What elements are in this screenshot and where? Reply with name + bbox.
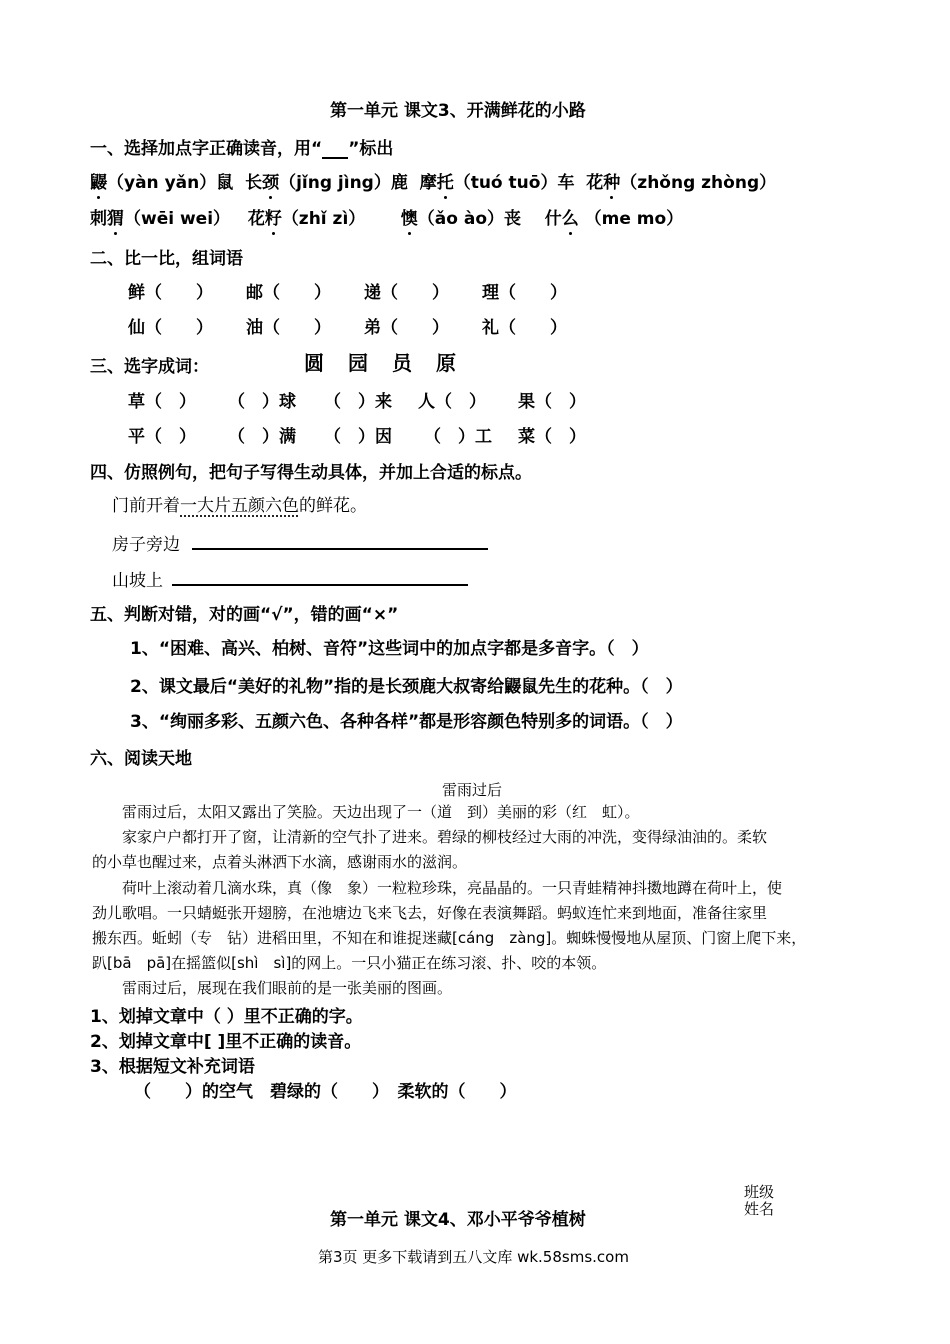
q3-item: 果（ ） [518, 392, 586, 412]
q1-prefix: 长 [245, 173, 263, 193]
lesson4-title: 第一单元 课文4、邓小平爷爷植树 [330, 1210, 586, 1230]
q2-heading: 二、比一比，组词语 [90, 249, 243, 269]
lesson3-title: 第一单元 课文3、开满鲜花的小路 [330, 101, 586, 121]
q1-prefix: 什 [544, 209, 562, 229]
passage-para: 趴[bā pā]在摇篮似[shì sì]的网上。一只小猫正在练习滚、扑、咬的本领。 [92, 954, 607, 972]
q3-choices: 圆 园 员 原 [304, 351, 458, 375]
q1-char: 籽 [264, 209, 282, 229]
passage-para: 搬东西。蚯蚓（专 钻）进稻田里，不知在和谁捉迷藏[cáng zàng]。蜘蛛慢慢地从屋顶、门窗上爬下来， [92, 929, 807, 947]
passage-para: 家家户户都打开了窗，让清新的空气扑了进来。碧绿的柳枝经过大雨的冲洗，变得绿油油的。柔软 [122, 828, 768, 846]
q6-task: 3、根据短文补充词语 [90, 1057, 255, 1077]
q4-answer-line-1[interactable] [192, 528, 488, 550]
q3-item: （ ）球 [228, 392, 296, 412]
q1-char: 托 [436, 173, 454, 193]
passage-para: 雷雨过后，太阳又露出了笑脸。天边出现了一（道 到）美丽的彩（红 虹）。 [122, 803, 640, 821]
q1-heading-b: ”标出 [348, 139, 394, 159]
q1-char: 么 [561, 209, 579, 229]
passage-para: 的小草也醒过来，点着头淋洒下水滴，感谢雨水的滋润。 [92, 853, 468, 871]
q1-char: 种 [603, 173, 621, 193]
q2-item: 弟（ ） [364, 318, 449, 338]
passage-title: 雷雨过后 [442, 781, 503, 799]
q3-item: 平（ ） [128, 427, 196, 447]
q1-char: 猬 [107, 209, 124, 229]
q6-fill: （ ）的空气 碧绿的（ ） 柔软的（ ） [134, 1082, 517, 1102]
q1-heading [90, 134, 393, 159]
q1-char: 懊 [400, 209, 418, 229]
q3-heading: 三、选字成词： [90, 357, 209, 377]
q3-item: （ ）满 [228, 427, 296, 447]
q1-pinyin: （ǎo ào） [417, 209, 505, 229]
q2-item: 油（ ） [246, 318, 331, 338]
q3-item: （ ）因 [324, 427, 392, 447]
q3-item: 人（ ） [418, 392, 486, 412]
q2-item: 理（ ） [482, 283, 567, 303]
q1-row1 [90, 168, 776, 193]
q1-prefix: 刺 [90, 209, 107, 229]
q1-row2 [90, 204, 683, 229]
q1-char: 鼹 [90, 173, 107, 193]
q3-item: （ ）来 [324, 392, 392, 412]
underline-mark [322, 141, 348, 159]
q1-pinyin: （zhǒng zhòng） [620, 173, 777, 193]
q1-char: 颈 [262, 173, 280, 193]
q6-task: 1、划掉文章中（ ）里不正确的字。 [90, 1007, 363, 1027]
q2-item: 仙（ ） [128, 318, 213, 338]
q5-heading: 五、判断对错，对的画“√”，错的画“×” [90, 605, 399, 625]
name-label: 姓名 [744, 1200, 775, 1218]
q3-item: （ ）工 [424, 427, 492, 447]
q4-heading: 四、仿照例句，把句子写得生动具体，并加上合适的标点。 [90, 463, 532, 483]
q2-item: 礼（ ） [482, 318, 567, 338]
q2-item: 邮（ ） [246, 283, 331, 303]
q1-pinyin: （wēi wei） [124, 209, 231, 229]
q2-item: 鲜（ ） [128, 283, 213, 303]
q4-prompt1-label: 房子旁边 [112, 535, 180, 555]
q1-suffix: 丧 [504, 209, 522, 229]
q1-pinyin: （jǐng jìng） [279, 173, 391, 193]
q4-example-a: 门前开着 [112, 496, 180, 516]
q4-example-b: 的鲜花。 [299, 496, 367, 516]
q4-prompt2-label: 山坡上 [112, 571, 163, 591]
passage-para: 雷雨过后，展现在我们眼前的是一张美丽的图画。 [122, 979, 453, 997]
q4-prompt2 [112, 566, 163, 591]
q4-example [112, 491, 367, 516]
q2-item: 递（ ） [364, 283, 449, 303]
q1-pinyin: （me mo） [578, 209, 684, 229]
q1-suffix: 鼠 [216, 173, 234, 193]
q6-heading: 六、阅读天地 [90, 749, 192, 769]
q1-suffix: 车 [557, 173, 575, 193]
q1-prefix: 摩 [419, 173, 437, 193]
q1-suffix: 鹿 [390, 173, 408, 193]
q3-item: 菜（ ） [518, 427, 586, 447]
class-label: 班级 [744, 1183, 775, 1201]
q5-item: 1、“困难、高兴、柏树、音符”这些词中的加点字都是多音字。（ ） [130, 639, 649, 659]
q1-pinyin: （yàn yǎn） [107, 173, 217, 193]
q5-item: 2、课文最后“美好的礼物”指的是长颈鹿大叔寄给鼹鼠先生的花种。（ ） [130, 677, 683, 697]
q1-prefix: 花 [586, 173, 604, 193]
q4-example-dotted: 一大片五颜六色 [180, 496, 299, 516]
q6-task: 2、划掉文章中[ ]里不正确的读音。 [90, 1032, 362, 1052]
q1-heading-a: 一、选择加点字正确读音，用“ [90, 139, 323, 159]
q1-pinyin: （zhǐ zì） [281, 209, 366, 229]
q3-item: 草（ ） [128, 392, 196, 412]
passage-para: 荷叶上滚动着几滴水珠，真（像 象）一粒粒珍珠，亮晶晶的。一只青蛙精神抖擞地蹲在荷叶上，使 [122, 879, 783, 897]
q4-answer-line-2[interactable] [172, 564, 468, 586]
q1-pinyin: （tuó tuō） [453, 173, 558, 193]
passage-para: 劲儿歌唱。一只蜻蜓张开翅膀，在池塘边飞来飞去，好像在表演舞蹈。蚂蚁连忙来到地面，准备往家里 [92, 904, 768, 922]
page-footer: 第3页 更多下载请到五八文库 wk.58sms.com [318, 1248, 629, 1266]
q5-item: 3、“绚丽多彩、五颜六色、各种各样”都是形容颜色特别多的词语。（ ） [130, 712, 683, 732]
q1-prefix: 花 [247, 209, 265, 229]
q4-prompt1 [112, 530, 180, 555]
